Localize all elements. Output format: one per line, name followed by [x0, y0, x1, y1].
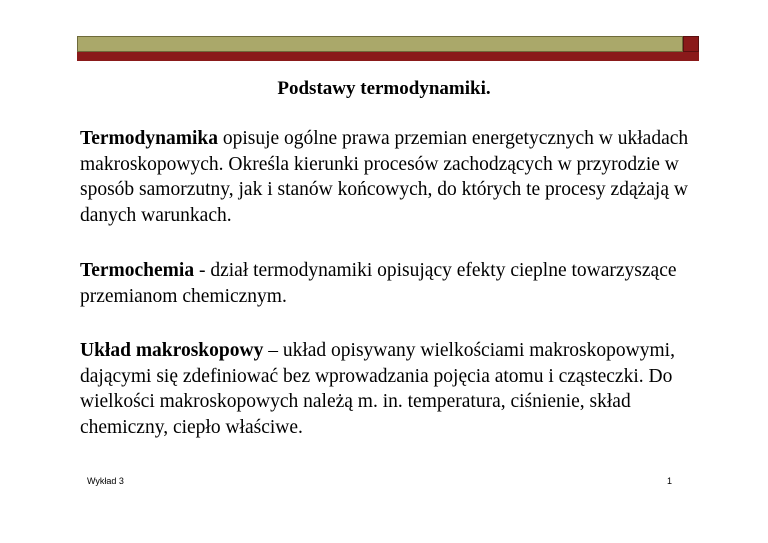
slide-title: Podstawy termodynamiki. — [277, 78, 491, 99]
footer-page-number: 1 — [667, 476, 673, 486]
definition-termochemia: - dział termodynamiki opisujący efekty cieplne towarzyszące przemianom chemicznym. — [80, 260, 677, 307]
footer-lecture-label: Wykład 3 — [87, 476, 124, 486]
paragraph-uklad-makroskopowy — [80, 338, 720, 440]
paragraph-termochemia — [80, 258, 720, 309]
term-uklad-makroskopowy: Układ makroskopowy — [80, 340, 264, 361]
header-red-bar — [77, 52, 699, 61]
definition-termodynamika: opisuje ogólne prawa przemian energetycznych w układach makroskopowych. Określa kierunki procesów zachodzących w przyrodzie w sposób samorzutny, jak i stanów końcowych, do których te procesy zdążają w danych warunkach. — [80, 128, 689, 226]
definition-uklad-makroskopowy: – układ opisywany wielkościami makroskopowymi, dającymi się zdefiniować bez wprowadzania pojęcia atomu i cząsteczki. Do wielkości makroskopowych należą m. in. temperatura, ciśnienie, skład chemiczny, ciepło właściwe. — [80, 340, 675, 438]
header-olive-bar — [77, 36, 683, 52]
paragraph-termodynamika — [80, 126, 720, 228]
header-red-square — [683, 36, 699, 52]
term-termodynamika: Termodynamika — [80, 128, 218, 149]
term-termochemia: Termochemia — [80, 260, 195, 281]
